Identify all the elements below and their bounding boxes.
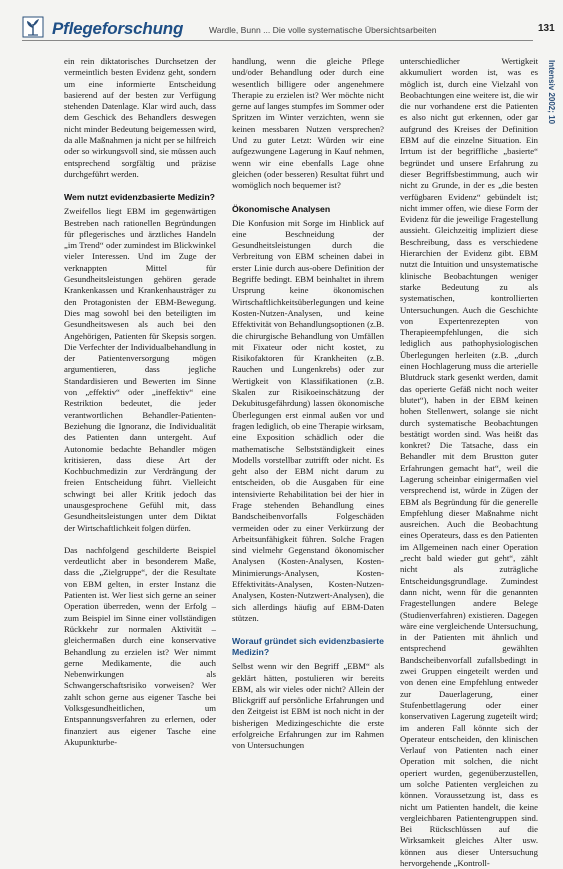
text-column-1	[64, 56, 216, 748]
paragraph: unterschiedlicher Wertigkeit akkumuliert worden ist, was es möglich ist, durch eine Vielzahl von Beobachtungen eine weitere ist, die wir die nur vorhandene erst die Patienten es also nicht gut erkennen, oder gar aufgrund des Kreises der Definition EBM auf die einzelne Situation. Ein Irrtum ist der begriffliche „basierte“ begründet und unsere Erfahrung zu dieser Begriffsbestimmung, auch wir nicht zu Grunde, in der es „die besten verfügbaren Evidenz“ gebündelt ist; nicht immer offen, wie diese Form der Evidenz für die jeweilige Fragestellung aussieht. Gleichzeitig impliziert diese Beschreibung, dass es verschiedene Hierarchien der Evidenz gibt. EBM nutzt die Intuition und unsystematische klinische Beobachtungen weniger starke Bedeutung zu als systematischen, kontrollierten Untersuchungen. Auch die Geschichte von Expertenrezepten von Therapieempfehlungen, die sich lediglich aus pathophysiologischen Überlegungen herleiten (z.B. „durch einen Hochlagerung muss die arterielle Blutdruck stark gesenkt werden, damit das operierte Gefäß nicht noch weiter blutet“), haben in der EBM keinen hohen Stellenwert, solange sie nicht durch systematische Beobachtungen bestätigt worden sind. Was heißt das konkret? Die Tatsache, dass ein Behandler mit dem Brustton guter Erfahrungen gemacht hat“, weil die Lagerung scheinbar einigermaßen viel versprechend ist, würde in Zügen der EBM als Begründung für die generelle Empfehlung dieser Maßnahme nicht ausreichen. Auch die Beobachtung eines Operateurs, dass es den Patienten im Allgemeinen nach einer Operation „recht bald wieder gut geht“, zählt nicht als zuträgliche Entscheidungsgrundlage. Zumindest dann nicht, wenn für die genannten Fragestellungen andere Belege (Studienverfahren) existieren. Dagegen wäre eine vergleichende Untersuchung, in der Patienten mit ähnlich und entsprechend gewählten Bandscheibenvorfall zufallsbedingt in zwei Gruppen eingeteilt werden und von denen eine Empfehlung entweder zur Dauerlagerung, einer Stufenbettlagerung oder einer konservativen Lagerung zugeteilt wird; im anderen Fall könnte sich der Operateur entscheiden, den klinischen Verlauf von Patienten nach einer Operation mit solchen, die nicht operiert wurden, gegenüberzustellen, um solche Patienten vergleichen zu können. Voraussetzung ist, dass es nicht um Patienten handelt, die keine vergleichbaren Patientengruppen sind. Bei Rückschlüssen auf die Wirksamkeit gleiches Alter usw. können aus dieser Untersuchung hervorgehende „Kontroll-	[400, 56, 538, 869]
journal-name: Pflegeforschung	[52, 19, 184, 38]
header-rule	[22, 40, 533, 41]
section-heading: Ökonomische Analysen	[232, 203, 331, 214]
running-title: Wardle, Bunn ... Die volle systematische Übersichtsarbeiten	[209, 25, 437, 35]
page-header	[0, 0, 563, 44]
paragraph: Zweifellos liegt EBM im gegenwärtigen Bestreben nach rationellen Begründungen für pflegerisches und ärztliches Handeln „im Trend“ oder zumindest im Blickwinkel vieler Interessen. Und im Zuge der verknappten Mittel für Gesundheitsleistungen gehören gerade Krankenkassen und Krankenhausträger zu den Protagonisten der EBM-Bewegung. Dies mag sowohl bei den beteiligten im Gesundheitswesen als auch bei den Angehörigen, Patienten für Skepsis sorgen. Die Verfechter der Individualbehandlung in der Patientenversorgung mögen argumentieren, dass jegliche Standardisieren und Bewerten im Sinne von „effektiv“ oder „ineffektiv“ eine Restriktion bedeutet, die jeder verantwortlichen Behandler-Patienten-Beziehung die Ignoranz, die Individualität des Patienten dann untergeht. Auf Autonomie bedachte Behandler mögen kritisieren, dass diese Art der Kochbuchmedizin zur Verdrängung der freien Entscheidung führt. Vielleicht schwingt bei aller Kritik jedoch das unausgesprochene Gefühl mit, dass Gesundheitsleistungen unter dem Diktat der Wirtschaftlichkeit folgen dürfen.	[64, 206, 216, 533]
page-number: 131	[538, 23, 555, 34]
paragraph: Die Konfusion mit Sorge im Hinblick auf eine Beschneidung der Gesundheitsleistungen durch die Verbreitung von EBM scheinen dabei in erster Linie durch aus-obere Definition der Begriffe bedingt. EBM beinhaltet in ihrem Ursprung keine ökonomischen Wirtschaftlichkeitsüberlegungen und keine Kosten-Nutzen-Analysen, und keine Effektivität von Behandlungsoptionen (z.B. die chirurgische Behandlung von Umfällen mit Fixateur oder nicht kostet, zu Risikofaktoren für Krankheiten (z.B. Rauchen und Lungenkrebs) oder zur Wertigkeit von Klassifikationen (z.B. Skalen zur Risikoeinschätzung der Dekubitusgefährdung) lassen ökonomische Überlegungen erst einmal außen vor und fragen lediglich, ob eine Therapie wirksam, eine Exposition schädlich oder die mathematische Selbstständigkeit eines Modells vorstellbar zutrifft oder nicht. Es geht also der EBM nicht darum zu entscheiden, ob die Ausgaben für eine intensivierte Rehabilitation bei der hier in Frage stehenden Behandlung eines Bandscheibenvorfalls Folgeschäden vermeiden oder zu einer Verkürzung der Arbeitsunfähigkeit führen. Solche Fragen sind vielmehr Gegenstand ökonomischer Analysen (Kosten-Analysen, Kosten-Minimierungs-Analysen, Kosten-Effektivitäts-Analysen, Kosten-Nutzen-Analysen, Kosten-Nutzwert-Analysen), die sich allerdings häufig auf EBM-Daten stützen.	[232, 217, 384, 623]
section-heading: Wem nutzt evidenzbasierte Medizin?	[64, 192, 215, 203]
paragraph: Das nachfolgend geschilderte Beispiel verdeutlicht aber in besonderem Maße, dass die „Zielgruppe“, der die Resultate von EBM gelten, in erster Instanz die Patienten ist. Wer liest sich gerne an seiner Operation überreden, wenn der Erfolg – zum Beispiel im Sinne einer vollständigen Rückkehr zur normalen Aktivität – gleichermaßen durch eine konservative Behandlung zu erzielen ist? Wer nimmt gerne Medikamente, die auch Nebenwirkungen als Schwangerschaftsrisiko vorweisen? Wer zahlt schon gerne aus eigener Tasche bei Volksgesundheitlichen, um Entspannungsverfahren zu erlernen, oder finanziert aus eigener Tasche eine Akupunkturbe-	[64, 544, 216, 747]
text-column-3	[400, 56, 538, 869]
side-label	[544, 60, 558, 220]
paragraph: Selbst wenn wir den Begriff „EBM“ als geklärt hätten, postulieren wir bereits EBM, als wir vieles oder nicht? Allein der Blickgriff auf persönliche Erfahrungen und den Zeitgeist ist EBM ist noch nicht in der bisherigen Medizingeschichte die erste erfolgreiche Erfahrungen zur im Rahmen von Untersuchungen	[232, 661, 384, 751]
section-heading: Worauf gründet sich evidenzbasierte Medizin?	[232, 636, 384, 658]
paragraph: handlung, wenn die gleiche Pflege und/oder Behandlung oder durch eine wesentlich billigere oder angenehmere Therapie zu erzielen ist? Wer möchte nicht gerne auf langes stumpfes im Sommer oder Spritzen im Winter verzichten, wenn sie keinen messbaren Nutzen versprechen? Und zu guter Letzt: Würden wir eine aufgezwungene Lagerung in Kauf nehmen, wenn wir eine ebenfalls Lage ohne gleichen (oder besseren) Resultat führt und womöglich noch bequemer ist?	[232, 56, 384, 191]
paragraph: ein rein diktatorisches Durchsetzen der vermeintlich besten Evidenz geht, sondern um eine informierte Entscheidung basierend auf der besten zur Verfügung stehenden Datenlage. Klar wird auch, dass dem Geschick des Behandlers deswegen nicht minder Bedeutung beigemessen wird, da alle Maßnahmen ja nicht per se hilfreich oder so wirkungsvoll sind, sie müssen auch entsprechend sorgfältig und präzise durchgeführt werden.	[64, 56, 216, 179]
plant-logo-icon	[22, 16, 44, 38]
text-column-2	[232, 56, 384, 752]
side-label-text: Intensiv 2002; 10	[547, 60, 556, 125]
